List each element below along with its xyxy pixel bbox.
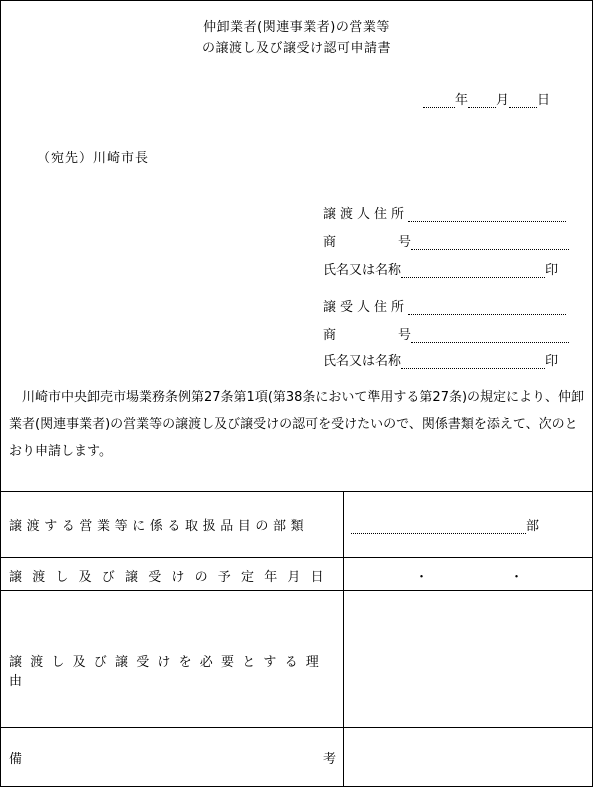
transferor-name-row [323,259,558,278]
item-category-input[interactable] [351,520,526,534]
row-item-category-value[interactable] [351,515,539,534]
transferor-address-label: 譲渡人住所 [323,207,409,222]
day-label: 日 [537,93,551,108]
planned-date-input[interactable] [344,558,592,590]
row-item-category-label [9,515,336,534]
trade-name-char-2: 号 [397,328,411,343]
date-field[interactable] [423,89,550,108]
transferee-name-input[interactable] [401,355,545,369]
remarks-input[interactable] [344,728,592,786]
transferee-address-row [323,296,566,315]
transferee-trade-name-input[interactable] [411,329,569,343]
trade-name-char-2: 号 [397,235,411,250]
remarks-label-char-2: 考 [323,752,337,767]
transferor-trade-name-row [323,231,569,250]
form-title-line-1: 仲卸業者(関連事業者)の営業等 [203,20,390,35]
transferee-trade-name-row [323,324,569,343]
trade-name-char-1: 商 [323,235,337,250]
transferor-seal-label: 印 [545,263,559,278]
row-planned-date-label [9,566,336,585]
transferor-trade-name-label [323,231,411,250]
addressee: （宛先）川崎市長 [37,151,150,166]
transferor-name-label: 氏名又は名称 [323,263,402,278]
year-blank[interactable] [423,94,455,108]
row-item-category-text: 譲渡する営業等に係る取扱品目の部類 [9,519,309,534]
remarks-label-char-1: 備 [9,752,23,767]
transferor-address-row [323,203,566,222]
reason-input[interactable] [344,591,592,727]
trade-name-char-1: 商 [323,328,337,343]
year-label: 年 [455,93,469,108]
transferor-name-input[interactable] [401,264,545,278]
planned-date-dot-2: ・ [510,570,524,585]
row-reason-label [9,651,336,689]
transferee-name-row [323,350,558,369]
table-top-border [0,491,593,492]
row-reason-text: 譲渡し及び譲受けを必要とする理由 [9,655,328,689]
transferee-address-label: 譲受人住所 [323,300,409,315]
day-blank[interactable] [509,94,537,108]
transferee-trade-name-label [323,324,411,343]
application-statement: 川崎市中央卸売市場業務条例第27条第1項(第38条において準用する第27条)の規定により、仲卸業者(関連事業者)の営業等の譲渡し及び譲受けの認可を受けたいので、関係書類を添えて、次のとおり申請します。 [9,390,585,459]
transferee-address-input[interactable] [408,301,566,315]
item-category-suffix: 部 [526,519,540,534]
transferor-trade-name-input[interactable] [411,236,569,250]
transferor-address-input[interactable] [408,208,566,222]
planned-date-dot-1: ・ [415,570,429,585]
transferee-seal-label: 印 [545,354,559,369]
month-blank[interactable] [468,94,496,108]
transferee-name-label: 氏名又は名称 [323,354,402,369]
form-title-line-2: の譲渡し及び譲受け認可申請書 [201,41,391,56]
row-planned-date-text: 譲渡し及び譲受けの予定年月日 [9,570,334,585]
month-label: 月 [496,93,510,108]
